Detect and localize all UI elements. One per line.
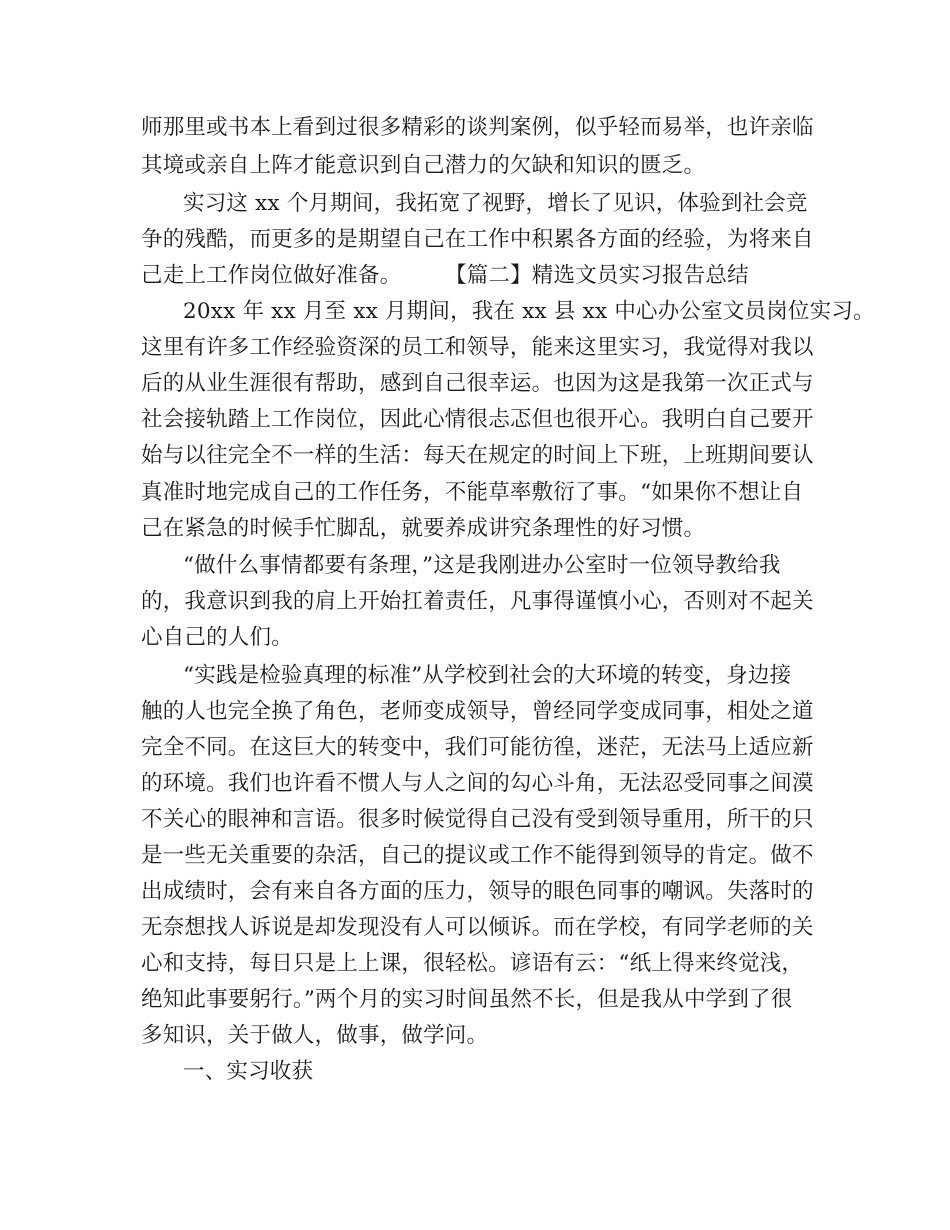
text-line: 绝知此事要躬行。”两个月的实习时间虽然不长，但是我从中学到了很	[141, 987, 793, 1012]
paragraph-start: 实习这 xx 个月期间，我拓宽了视野，增长了见识，体验到社会竞	[183, 191, 808, 216]
text-line: 师那里或书本上看到过很多精彩的谈判案例，似乎轻而易举，也许亲临	[141, 115, 814, 140]
text-line: 不关心的眼神和言语。很多时候觉得自己没有受到领导重用，所干的只	[141, 807, 814, 832]
text-line: 真准时地完成自己的工作任务，不能草率敷衍了事。“如果你不想让自	[141, 480, 804, 505]
text-line: 其境或亲自上阵才能意识到自己潜力的欠缺和知识的匮乏。	[141, 153, 706, 178]
text-line: 的环境。我们也许看不惯人与人之间的勾心斗角，无法忍受同事之间漠	[141, 771, 814, 796]
section-heading: 一、实习收获	[183, 1059, 314, 1084]
text-line: 出成绩时，会有来自各方面的压力，领导的眼色同事的嘲讽。失落时的	[141, 879, 814, 904]
text-line: 己在紧急的时候手忙脚乱，就要养成讲究条理性的好习惯。	[141, 516, 706, 541]
text-line: 完全不同。在这巨大的转变中，我们可能彷徨，迷茫，无法马上适应新	[141, 735, 814, 760]
paragraph-start: “做什么事情都要有条理，”这是我刚进办公室时一位领导教给我	[183, 553, 781, 578]
text-line: 始与以往完全不一样的生活：每天在规定的时间上下班，上班期间要认	[141, 443, 814, 468]
text-line: 心自己的人们。	[141, 625, 293, 650]
text-line: 触的人也完全换了角色，老师变成领导，曾经同学变成同事，相处之道	[141, 699, 814, 724]
text-line: 无奈想找人诉说是却发现没有人可以倾诉。而在学校，有同学老师的关	[141, 915, 814, 940]
text-line: 是一些无关重要的杂活，自己的提议或工作不能得到领导的肯定。做不	[141, 843, 814, 868]
text-line: 多知识，关于做人，做事，做学问。	[141, 1023, 489, 1048]
text-line: 的，我意识到我的肩上开始扛着责任，凡事得谨慎小心，否则对不起关	[141, 589, 814, 614]
paragraph-start: “实践是检验真理的标准”从学校到社会的大环境的转变，身边接	[183, 663, 792, 688]
text-line: 社会接轨踏上工作岗位，因此心情很忐忑但也很开心。我明白自己要开	[141, 407, 814, 432]
paragraph-start: 20xx 年 xx 月至 xx 月期间，我在 xx 县 xx 中心办公室文员岗位实习。	[183, 299, 875, 324]
text-line: 这里有许多工作经验资深的员工和领导，能来这里实习，我觉得对我以	[141, 335, 814, 360]
text-line: 己走上工作岗位做好准备。 【篇二】精选文员实习报告总结	[141, 263, 749, 288]
text-line: 后的从业生涯很有帮助，感到自己很幸运。也因为这是我第一次正式与	[141, 371, 814, 396]
text-line: 争的残酷，而更多的是期望自己在工作中积累各方面的经验，为将来自	[141, 227, 814, 252]
text-line: 心和支持，每日只是上上课，很轻松。谚语有云：“纸上得来终觉浅，	[141, 951, 804, 976]
